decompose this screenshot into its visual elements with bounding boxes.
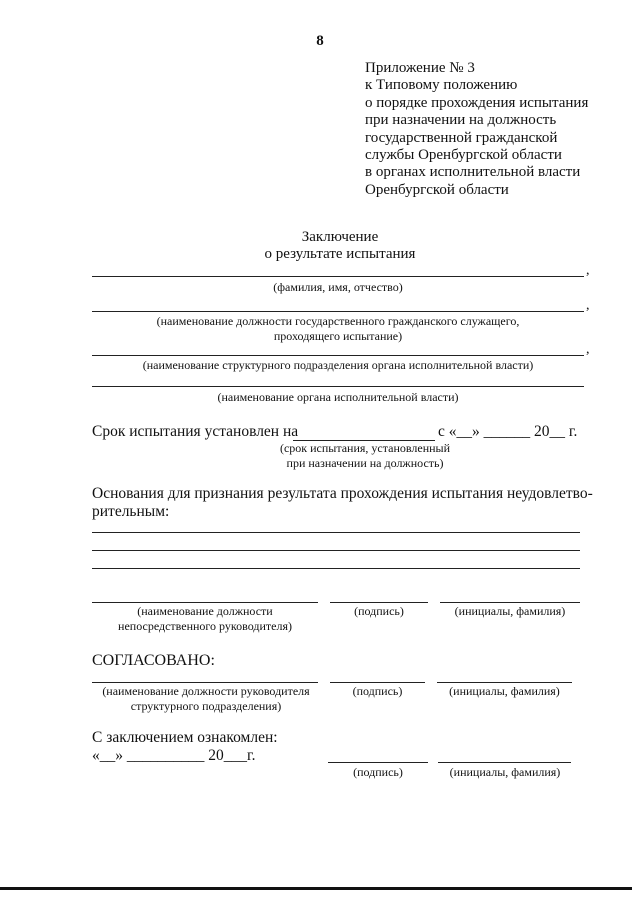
approved-position-caption-2: структурного подразделения) [130, 699, 282, 713]
approved-signature-caption: (подпись) [352, 684, 403, 698]
manager-position-caption-2: непосредственного руководителя) [118, 619, 292, 633]
grounds-line[interactable] [92, 568, 580, 569]
term-start-date[interactable]: с «__» ______ 20__ г. [438, 423, 578, 440]
manager-initials-line[interactable] [440, 602, 580, 603]
acquainted-signature-caption: (подпись) [353, 765, 403, 779]
approved-label: СОГЛАСОВАНО: [92, 652, 215, 669]
grounds-line[interactable] [92, 532, 580, 533]
appendix-line: Оренбургской области [365, 181, 509, 198]
fio-line[interactable] [92, 276, 584, 277]
document-subtitle: о результате испытания [264, 246, 416, 262]
grounds-line[interactable] [92, 550, 580, 551]
manager-position-caption: (наименование должности [137, 604, 273, 618]
appendix-line: о порядке прохождения испытания [365, 94, 589, 111]
manager-initials-caption: (инициалы, фамилия) [454, 604, 566, 618]
position-caption-2: проходящего испытание) [273, 329, 403, 343]
subdivision-caption: (наименование структурного подразделения органа исполнительной власти) [142, 358, 534, 372]
appendix-line: государственной гражданской [365, 129, 558, 146]
appendix-line: к Типовому положению [365, 77, 518, 94]
term-caption: (срок испытания, установленный [279, 441, 451, 455]
subdivision-line[interactable] [92, 355, 584, 356]
manager-position-line[interactable] [92, 602, 318, 603]
acquainted-initials-line[interactable] [438, 762, 571, 763]
approved-initials-line[interactable] [437, 682, 572, 683]
approved-signature-line[interactable] [330, 682, 425, 683]
acquainted-date[interactable]: «__» __________ 20___г. [92, 747, 256, 764]
appendix-line: службы Оренбургской области [365, 147, 562, 164]
approved-position-caption: (наименование должности руководителя [102, 684, 310, 698]
appendix-line: при назначении на должность [365, 112, 557, 129]
position-line[interactable] [92, 311, 584, 312]
term-label: Срок испытания установлен на [92, 423, 299, 440]
fio-caption: (фамилия, имя, отчество) [273, 280, 403, 294]
organ-caption: (наименование органа исполнительной власти) [217, 390, 459, 404]
approved-initials-caption: (инициалы, фамилия) [449, 684, 560, 698]
grounds-text-2: рительным: [92, 503, 170, 520]
fio-comma: , [586, 263, 590, 278]
subdivision-comma: , [586, 342, 590, 357]
appendix-line: в органах исполнительной власти [365, 164, 581, 181]
acquainted-initials-caption: (инициалы, фамилия) [449, 765, 561, 779]
document-title: Заключение [301, 229, 379, 245]
acquainted-label: С заключением ознакомлен: [92, 729, 278, 746]
grounds-text: Основания для признания результата прохождения испытания неудовлетво- [92, 485, 593, 502]
manager-signature-line[interactable] [330, 602, 428, 603]
appendix-block [365, 60, 588, 199]
page-number: 8 [316, 33, 324, 49]
position-comma: , [586, 298, 590, 313]
manager-signature-caption: (подпись) [354, 604, 404, 618]
appendix-line: Приложение № 3 [365, 60, 475, 76]
position-caption: (наименование должности государственного гражданского служащего, [156, 314, 520, 328]
approved-position-line[interactable] [92, 682, 318, 683]
organ-line[interactable] [92, 386, 584, 387]
term-caption-2: при назначении на должность) [286, 456, 444, 470]
acquainted-signature-line[interactable] [328, 762, 428, 763]
bottom-rule [0, 887, 632, 890]
